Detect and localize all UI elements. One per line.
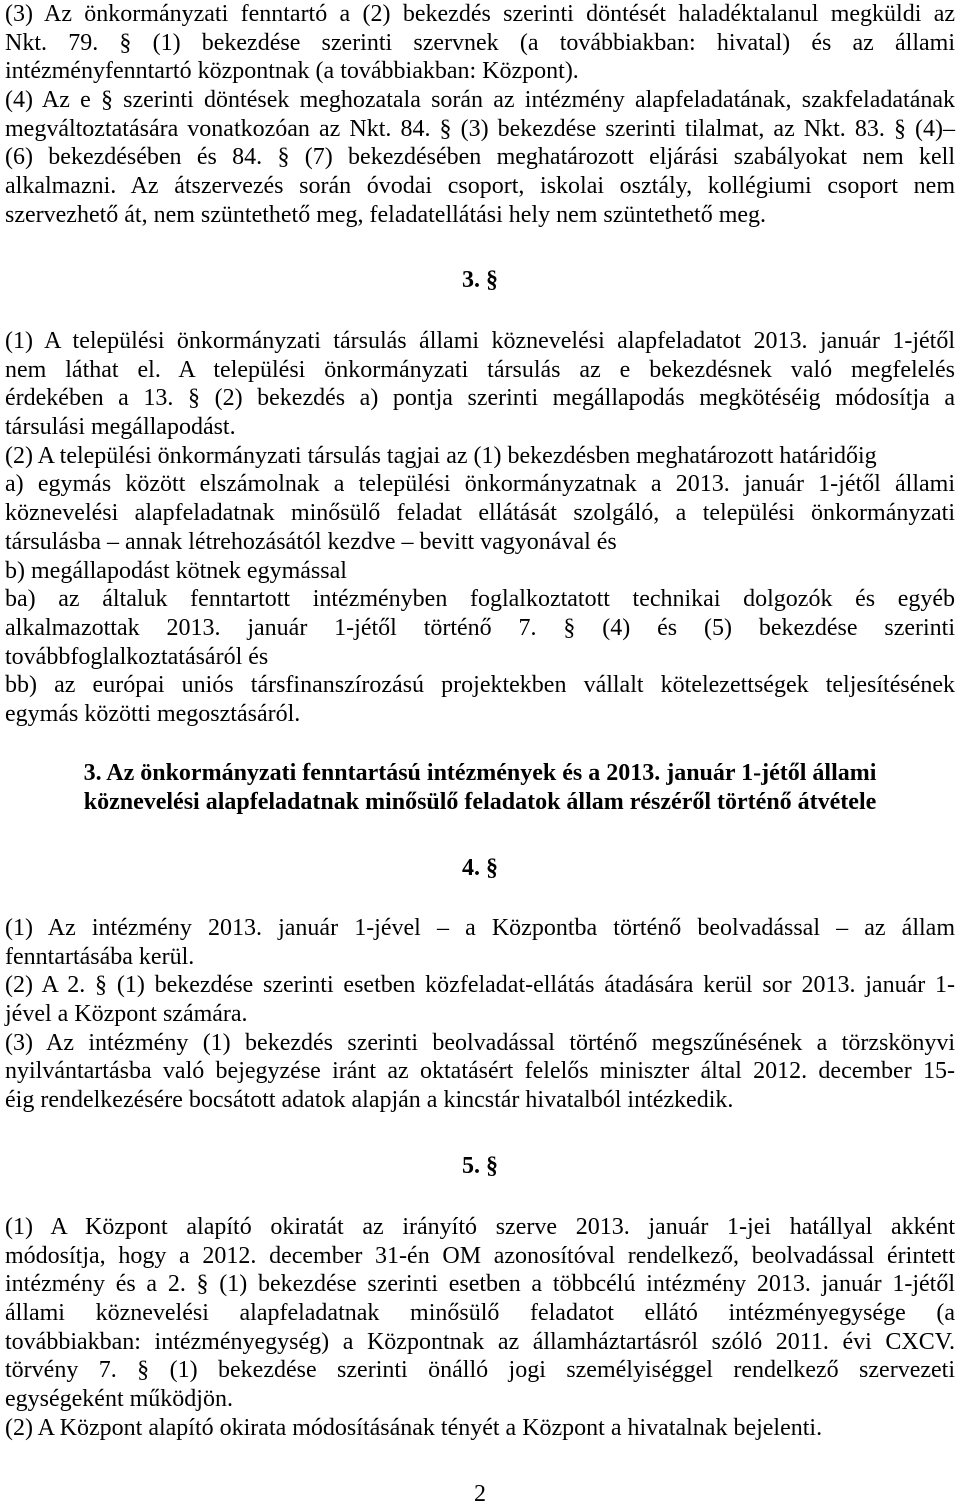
page-footer [5,1481,955,1507]
section-4-body [5,914,955,1115]
text-line: továbbiakban: intézményegység) a Központnak az államháztartásról szóló 2011. évi CXCV. [5,1328,955,1355]
point-b [5,557,955,586]
text-line: intézmény és a 2. § (1) bekezdése szerinti esetben a többcélú intézmény 2013. január 1-jétől [5,1271,955,1298]
text-line: nem láthat el. A települési önkormányzati társulás az e bekezdésnek való megfelelés [5,356,955,383]
section-heading-text: 3. § [462,267,498,293]
point-a [5,470,955,556]
text-line: (3) Az önkormányzati fenntartó a (2) bekezdés szerinti döntését haladéktalanul megküldi az [5,1,955,27]
paragraph-1 [5,914,955,971]
text-line: köznevelési alapfeladatnak minősülő feladat ellátását szolgáló, a települési önkormányzati [5,500,955,527]
text-line: (4) Az e § szerinti döntések meghozatala során az intézmény alapfeladatának, szakfeladatának [5,87,955,114]
paragraph-1 [5,1213,955,1414]
text-line: jével a Központ számára. [5,1001,248,1028]
paragraph-2 [5,1414,955,1443]
text-line: társulási megállapodást. [5,414,236,441]
section-3-heading [5,266,955,295]
section-heading-text: 4. § [462,855,498,881]
text-line: érdekében a 13. § (2) bekezdés a) pontja szerinti megállapodás megkötéséig módosítja a [5,385,955,412]
text-line: (1) Az intézmény 2013. január 1-jével – a Központba történő beolvadással – az állam [5,915,955,941]
section-5-heading [5,1152,955,1181]
section-5-body [5,1213,955,1443]
point-ba [5,585,955,671]
paragraph-3 [5,0,955,86]
text-line: bb) az európai uniós társfinanszírozású projektekben vállalt kötelezettségek teljesítésének [5,672,955,699]
text-line: állami köznevelési alapfeladatnak minősülő feladatot ellátó intézményegysége (a [5,1300,955,1327]
text-line: (1) A települési önkormányzati társulás állami köznevelési alapfeladatot 2013. január 1-jétől [5,328,955,354]
paragraph-4 [5,86,955,229]
text-line: ba) az általuk fenntartott intézményben foglalkoztatott technikai dolgozók és egyéb [5,586,955,613]
text-line: törvény 7. § (1) bekezdése szerinti önálló jogi személyiséggel rendelkező szervezeti [5,1357,955,1384]
text-line: a) egymás között elszámolnak a települési önkormányzatnak a 2013. január 1-jétől állami [5,471,955,498]
text-line: módosítja, hogy a 2012. december 31-én OM azonosítóval rendelkező, beolvadással érintett [5,1242,955,1269]
paragraph-2 [5,971,955,1028]
paragraph-3 [5,1029,955,1115]
text-line: (2) A 2. § (1) bekezdése szerinti esetben közfeladat-ellátás átadására kerül sor 2013. január 1- [5,972,955,999]
text-line: egységeként működjön. [5,1386,233,1413]
text-line: (3) Az intézmény (1) bekezdés szerinti beolvadással történő megszűnésének a törzskönyvi [5,1029,955,1056]
text-line: alkalmazni. Az átszervezés során óvodai csoport, iskolai osztály, kollégiumi csoport nem [5,173,955,200]
chapter-title-line: köznevelési alapfeladatnak minősülő feladatok állam részéről történő átvétele [83,788,877,815]
text-line: (2) A települési önkormányzati társulás tagjai az (1) bekezdésben meghatározott határidőig [5,442,877,469]
text-line: fenntartásába kerül. [5,943,195,970]
text-line: szervezhető át, nem szüntethető meg, feladatellátási hely nem szüntethető meg. [5,201,767,228]
text-line: (2) A Központ alapító okirata módosításának tényét a Központ a hivatalnak bejelenti. [5,1414,823,1441]
text-line: Nkt. 79. § (1) bekezdése szerinti szervnek (a továbbiakban: hivatal) és az állami [5,29,955,56]
text-line: megváltoztatására vonatkozóan az Nkt. 84. § (3) bekezdése szerinti tilalmat, az Nkt. 83. § (4)– [5,115,955,142]
text-line: (1) A Központ alapító okiratát az irányító szerve 2013. január 1-jei hatállyal akként [5,1214,955,1240]
text-line: éig rendelkezésére bocsátott adatok alapján a kincstár hivatalból intézkedik. [5,1087,734,1114]
chapter-title [5,759,955,816]
text-line: társulásba – annak létrehozásától kezdve – bevitt vagyonával és [5,528,617,555]
text-line: intézményfenntartó központnak (a továbbiakban: Központ). [5,58,579,85]
section-3-body [5,327,955,729]
text-line: nyilvántartásba való bejegyzése iránt az oktatásért felelős miniszter által 2012. december 15- [5,1058,955,1085]
text-line: egymás közötti megosztásáról. [5,700,301,727]
section-4-heading [5,854,955,883]
text-line: alkalmazottak 2013. január 1-jétől történő 7. § (4) és (5) bekezdése szerinti [5,614,955,641]
text-line: továbbfoglalkoztatásáról és [5,643,269,670]
text-line: (6) bekezdésében és 84. § (7) bekezdésében meghatározott eljárási szabályokat nem kell [5,144,955,171]
page-number: 2 [474,1481,486,1507]
section-heading-text: 5. § [462,1153,498,1179]
chapter-title-line: 3. Az önkormányzati fenntartású intézmények és a 2013. január 1-jétől állami [83,760,877,786]
paragraph-2 [5,442,955,471]
text-line: b) megállapodást kötnek egymással [5,557,347,584]
point-bb [5,671,955,728]
intro-paragraphs [5,0,955,230]
paragraph-1 [5,327,955,442]
